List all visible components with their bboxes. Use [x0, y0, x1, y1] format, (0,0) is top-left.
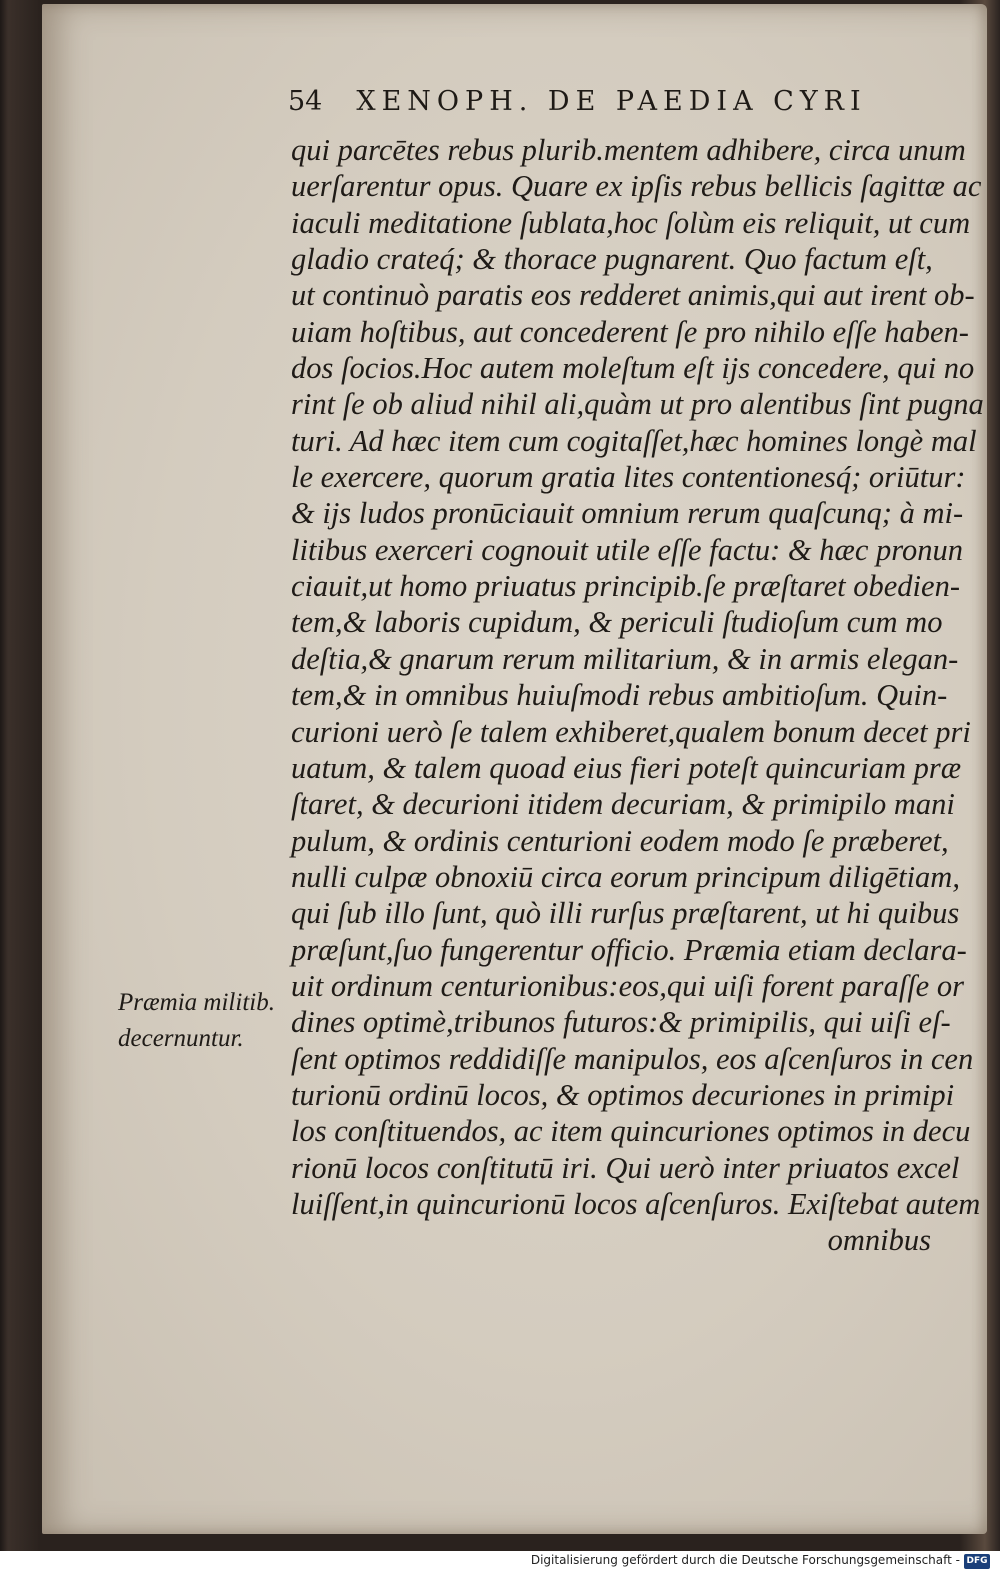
- text-line: turi. Ad hæc item cum cogitaſſet,hæc homines longè mal: [291, 423, 977, 458]
- text-line: rionū locos conſtitutū iri. Qui uerò inter priuatos excel: [291, 1150, 960, 1185]
- text-line: qui parcētes rebus plurib.mentem adhibere, circa unum: [291, 133, 966, 167]
- text-line: curioni uerò ſe talem exhiberet,qualem bonum decet pri: [291, 714, 971, 749]
- running-title: XENOPH. DE PAEDIA CYRI: [356, 86, 867, 117]
- text-line: litibus exerceri cognouit utile eſſe factu: & hæc pronun: [291, 532, 963, 567]
- text-line: dines optimè,tribunos futuros:& primipilis, qui uiſi eſ-: [291, 1005, 951, 1040]
- text-line: le exercere, quorum gratia lites contentionesq́; oriūtur:: [291, 460, 966, 495]
- text-line: gladio crateq́; & thorace pugnarent. Quo factum eſt,: [291, 242, 933, 277]
- marginal-note-line: decernuntur.: [118, 1025, 244, 1052]
- text-line: uiam hoſtibus, aut concederent ſe pro nihilo eſſe haben-: [291, 314, 969, 349]
- text-line: luiſſent,in quincurionū locos aſcenſuros. Exiſtebat autem: [291, 1186, 981, 1221]
- text-line: pulum, & ordinis centurioni eodem modo ſe præberet,: [291, 823, 949, 858]
- page-number: 54: [288, 86, 323, 117]
- text-line: dos ſocios.Hoc autem moleſtum eſt ijs concedere, qui no: [291, 351, 975, 386]
- text-line: ſent optimos reddidiſſe manipulos, eos aſcenſuros in cen: [291, 1041, 974, 1076]
- text-line: iaculi meditatione ſublata,hoc ſolùm eis reliquit, ut cum: [291, 205, 971, 240]
- dfg-logo: DFG: [964, 1554, 990, 1569]
- text-line: præſunt,ſuo fungerentur officio. Præmia etiam declara-: [291, 932, 967, 967]
- marginal-note-line: Præmia militib.: [118, 989, 275, 1016]
- text-line: tem,& in omnibus huiuſmodi rebus ambitioſum. Quin-: [291, 678, 948, 713]
- text-line: turionū ordinū locos, & optimos decuriones in primipi: [291, 1077, 955, 1112]
- digitization-credit: Digitalisierung gefördert durch die Deutsche Forschungsgemeinschaft -: [530, 1553, 960, 1567]
- text-line: ciauit,ut homo priuatus principib.ſe præſtaret obedien-: [291, 569, 960, 604]
- text-line: rint ſe ob aliud nihil ali,quàm ut pro alentibus ſint pugna: [291, 387, 984, 422]
- text-line: uatum, & talem quoad eius fieri poteſt quincuriam præ: [291, 750, 962, 785]
- marginal-note: [118, 985, 288, 1057]
- text-line: ut continuò paratis eos redderet animis,qui aut irent ob-: [291, 278, 975, 313]
- text-line: uit ordinum centurionibus:eos,qui uiſi forent paraſſe or: [291, 968, 964, 1003]
- text-line: los conſtituendos, ac item quincuriones optimos in decu: [291, 1114, 971, 1149]
- main-text: [291, 132, 984, 1259]
- text-line: deſtia,& gnarum rerum militarium, & in armis elegan-: [291, 641, 959, 676]
- text-line: ſtaret, & decurioni itidem decuriam, & primipilo mani: [291, 787, 955, 822]
- text-line: & ijs ludos pronūciauit omnium rerum quaſcunq; à mi-: [291, 496, 964, 531]
- text-line: nulli culpæ obnoxiū circa eorum principum diligētiam,: [291, 859, 960, 894]
- text-line: uerſarentur opus. Quare ex ipſis rebus bellicis ſagittæ ac: [291, 169, 982, 204]
- text-line: tem,& laboris cupidum, & periculi ſtudioſum cum mo: [291, 605, 943, 640]
- text-line: qui ſub illo ſunt, quò illi rurſus præſtarent, ut hi quibus: [291, 896, 960, 931]
- catchword: omnibus: [827, 1223, 931, 1258]
- running-head: [288, 86, 888, 122]
